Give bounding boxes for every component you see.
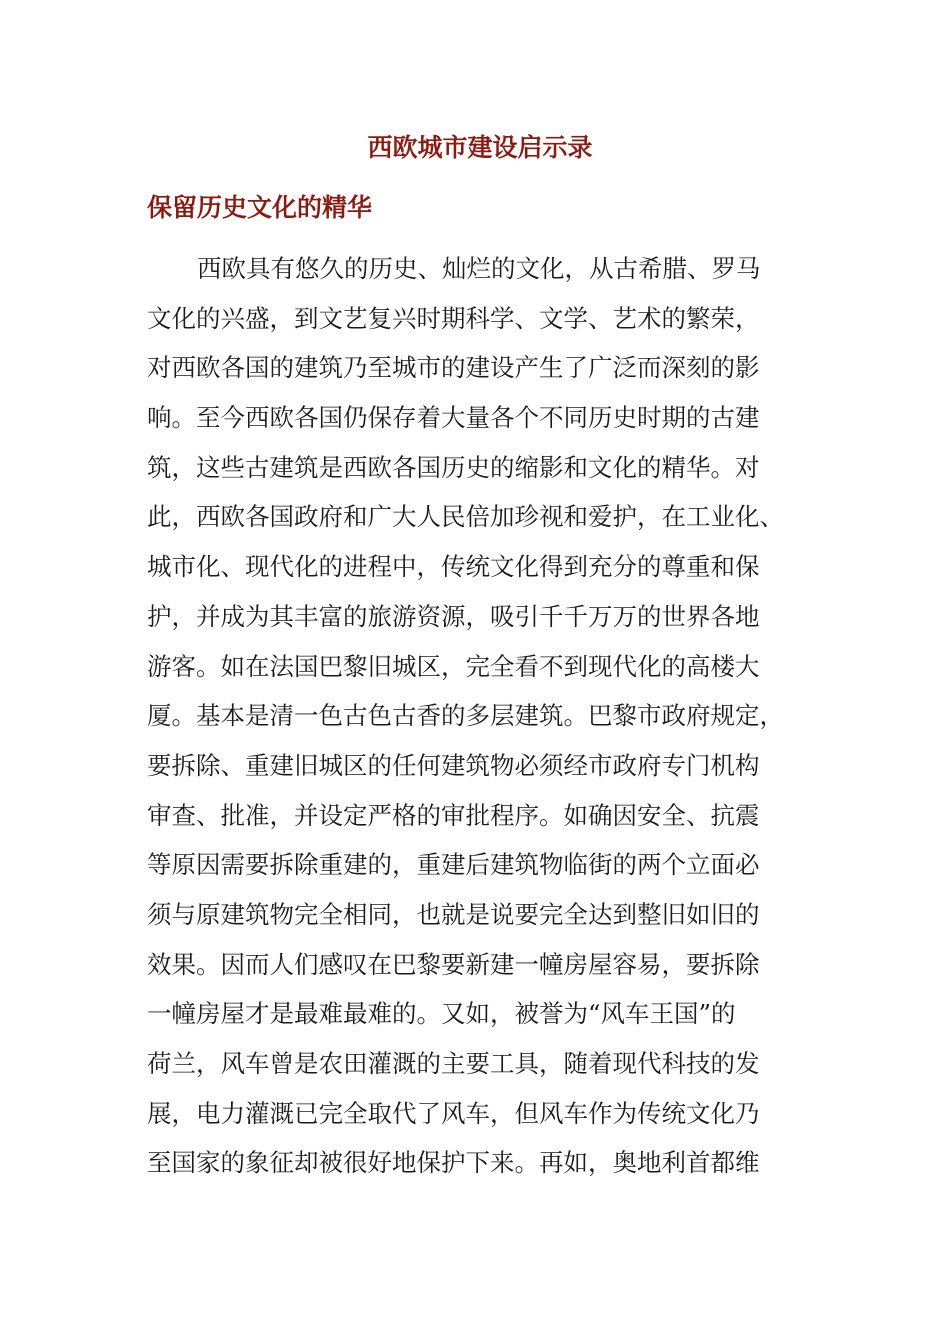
body-line: 等原因需要拆除重建的，重建后建筑物临街的两个立面必 — [147, 850, 760, 880]
body-line: 西欧具有悠久的历史、灿烂的文化，从古希腊、罗马 — [197, 254, 761, 283]
section-heading: 保留历史文化的精华 — [147, 193, 373, 222]
body-line: 文化的兴盛，到文艺复兴时期科学、文学、艺术的繁荣， — [147, 303, 760, 333]
body-line: 厦。基本是清一色古色古香的多层建筑。巴黎市政府规定， — [147, 701, 784, 731]
body-line: 荷兰，风车曾是农田灌溉的主要工具，随着现代科技的发 — [147, 1049, 760, 1078]
document-title: 西欧城市建设启示录 — [367, 133, 593, 162]
body-line: 护，并成为其丰富的旅游资源，吸引千千万万的世界各地 — [147, 601, 760, 631]
body-line: 此，西欧各国政府和广大人民倍加珍视和爱护，在工业化、 — [147, 502, 784, 532]
body-line: 城市化、现代化的进程中，传统文化得到充分的尊重和保 — [147, 552, 760, 582]
body-line: 要拆除、重建旧城区的任何建筑物必须经市政府专门机构 — [147, 750, 760, 780]
body-line: 响。至今西欧各国仍保存着大量各个不同历史时期的古建 — [147, 403, 760, 433]
body-line: 对西欧各国的建筑乃至城市的建设产生了广泛而深刻的影 — [147, 353, 760, 383]
body-line: 一幢房屋才是最难最难的。又如，被誉为“风车王国”的 — [147, 999, 736, 1029]
body-paragraph — [147, 244, 807, 1188]
body-line: 游客。如在法国巴黎旧城区，完全看不到现代化的高楼大 — [147, 651, 760, 681]
body-line: 至国家的象征却被很好地保护下来。再如，奥地利首都维 — [147, 1148, 760, 1178]
body-line: 筑，这些古建筑是西欧各国历史的缩影和文化的精华。对 — [147, 452, 760, 482]
body-line: 审查、批准，并设定严格的审批程序。如确因安全、抗震 — [147, 800, 760, 830]
body-line: 效果。因而人们感叹在巴黎要新建一幢房屋容易，要拆除 — [147, 949, 760, 979]
body-line: 须与原建筑物完全相同，也就是说要完全达到整旧如旧的 — [147, 899, 760, 929]
body-line: 展，电力灌溉已完全取代了风车，但风车作为传统文化乃 — [147, 1098, 760, 1128]
